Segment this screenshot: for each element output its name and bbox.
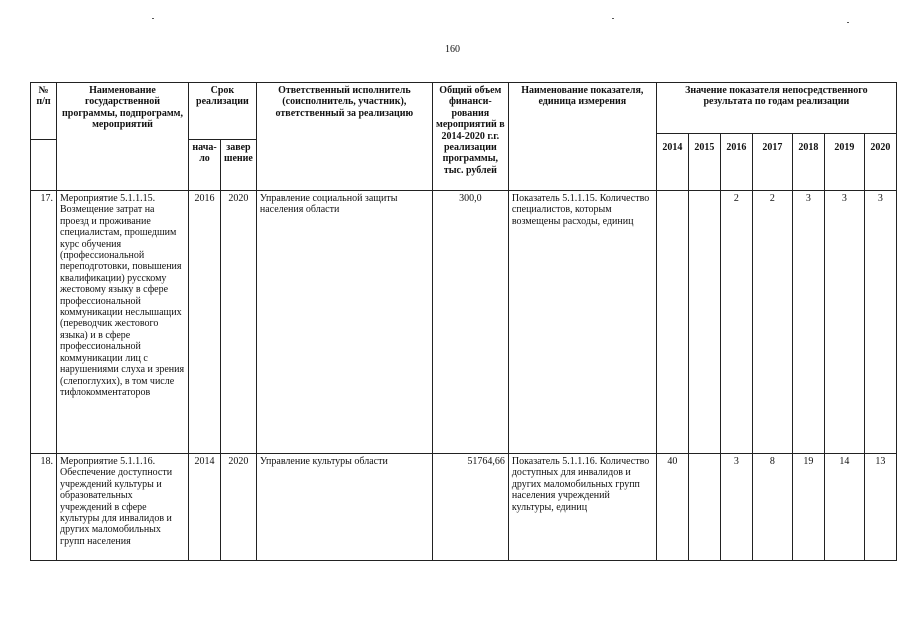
row-end: 2020	[221, 454, 257, 561]
header-executor: Ответственный исполнитель (соисполнитель, участник), ответственный за реализацию	[256, 83, 432, 191]
row-indicator: Показатель 5.1.1.15. Количество специалистов, которым возмещены расходы, единиц	[508, 191, 656, 454]
row-value-2019: 3	[824, 191, 864, 454]
row-num: 18.	[31, 454, 57, 561]
year-2020: 2020	[864, 134, 896, 191]
table-row	[31, 454, 897, 561]
year-2015: 2015	[688, 134, 720, 191]
header-num-empty	[31, 140, 57, 191]
row-value-2019: 14	[824, 454, 864, 561]
header-indicator: Наименование показателя, единица измерения	[508, 83, 656, 191]
scan-speck	[612, 18, 614, 19]
row-value-2014	[656, 191, 688, 454]
header-volume: Общий объем финанси-рования мероприятий в 2014-2020 г.г. реализации программы, тыс. рублей	[432, 83, 508, 191]
table-row	[31, 191, 897, 454]
row-value-2014: 40	[656, 454, 688, 561]
row-num: 17.	[31, 191, 57, 454]
row-value-2020: 13	[864, 454, 896, 561]
row-executor: Управление социальной защиты населения области	[256, 191, 432, 454]
program-table	[30, 82, 897, 561]
year-2016: 2016	[720, 134, 752, 191]
year-2017: 2017	[752, 134, 792, 191]
year-2014: 2014	[656, 134, 688, 191]
row-value-2015	[688, 454, 720, 561]
header-num: № п/п	[31, 83, 57, 140]
row-name: Мероприятие 5.1.1.16. Обеспечение доступности учреждений культуры и образовательных учреждений в сфере культуры для инвалидов и других маломобильных групп населения	[57, 454, 189, 561]
row-volume: 300,0	[432, 191, 508, 454]
row-indicator: Показатель 5.1.1.16. Количество доступных для инвалидов и других маломобильных групп населения учреждений культуры, единиц	[508, 454, 656, 561]
page-number: 160	[445, 44, 460, 55]
row-volume: 51764,66	[432, 454, 508, 561]
row-value-2016: 2	[720, 191, 752, 454]
row-value-2015	[688, 191, 720, 454]
header-term-start: нача- ло	[189, 140, 221, 191]
scan-speck	[152, 18, 154, 19]
header-term-end: завер шение	[221, 140, 257, 191]
row-end: 2020	[221, 191, 257, 454]
row-value-2018: 3	[792, 191, 824, 454]
header-term: Срок реализации	[189, 83, 257, 140]
row-value-2020: 3	[864, 191, 896, 454]
row-value-2018: 19	[792, 454, 824, 561]
row-name: Мероприятие 5.1.1.15. Возмещение затрат на проезд и проживание специалистам, прошедшим курс обучения (профессиональной переподготовки, повышения квалификации) русскому жестовому языку в сфере профессиональной коммуникации неслышащих (переводчик жестового языка) и в сфере профессиональной коммуникации лиц с нарушениями слуха и зрения (слепоглухих), в том числе тифлокомментаторов	[57, 191, 189, 454]
row-value-2017: 8	[752, 454, 792, 561]
row-start: 2014	[189, 454, 221, 561]
scan-speck	[847, 22, 849, 23]
row-value-2017: 2	[752, 191, 792, 454]
header-row	[31, 83, 897, 134]
header-values: Значение показателя непосредственного результата по годам реализации	[656, 83, 896, 134]
header-name: Наименование государственной программы, подпрограмм, мероприятий	[57, 83, 189, 191]
year-2019: 2019	[824, 134, 864, 191]
row-executor: Управление культуры области	[256, 454, 432, 561]
row-value-2016: 3	[720, 454, 752, 561]
year-2018: 2018	[792, 134, 824, 191]
row-start: 2016	[189, 191, 221, 454]
